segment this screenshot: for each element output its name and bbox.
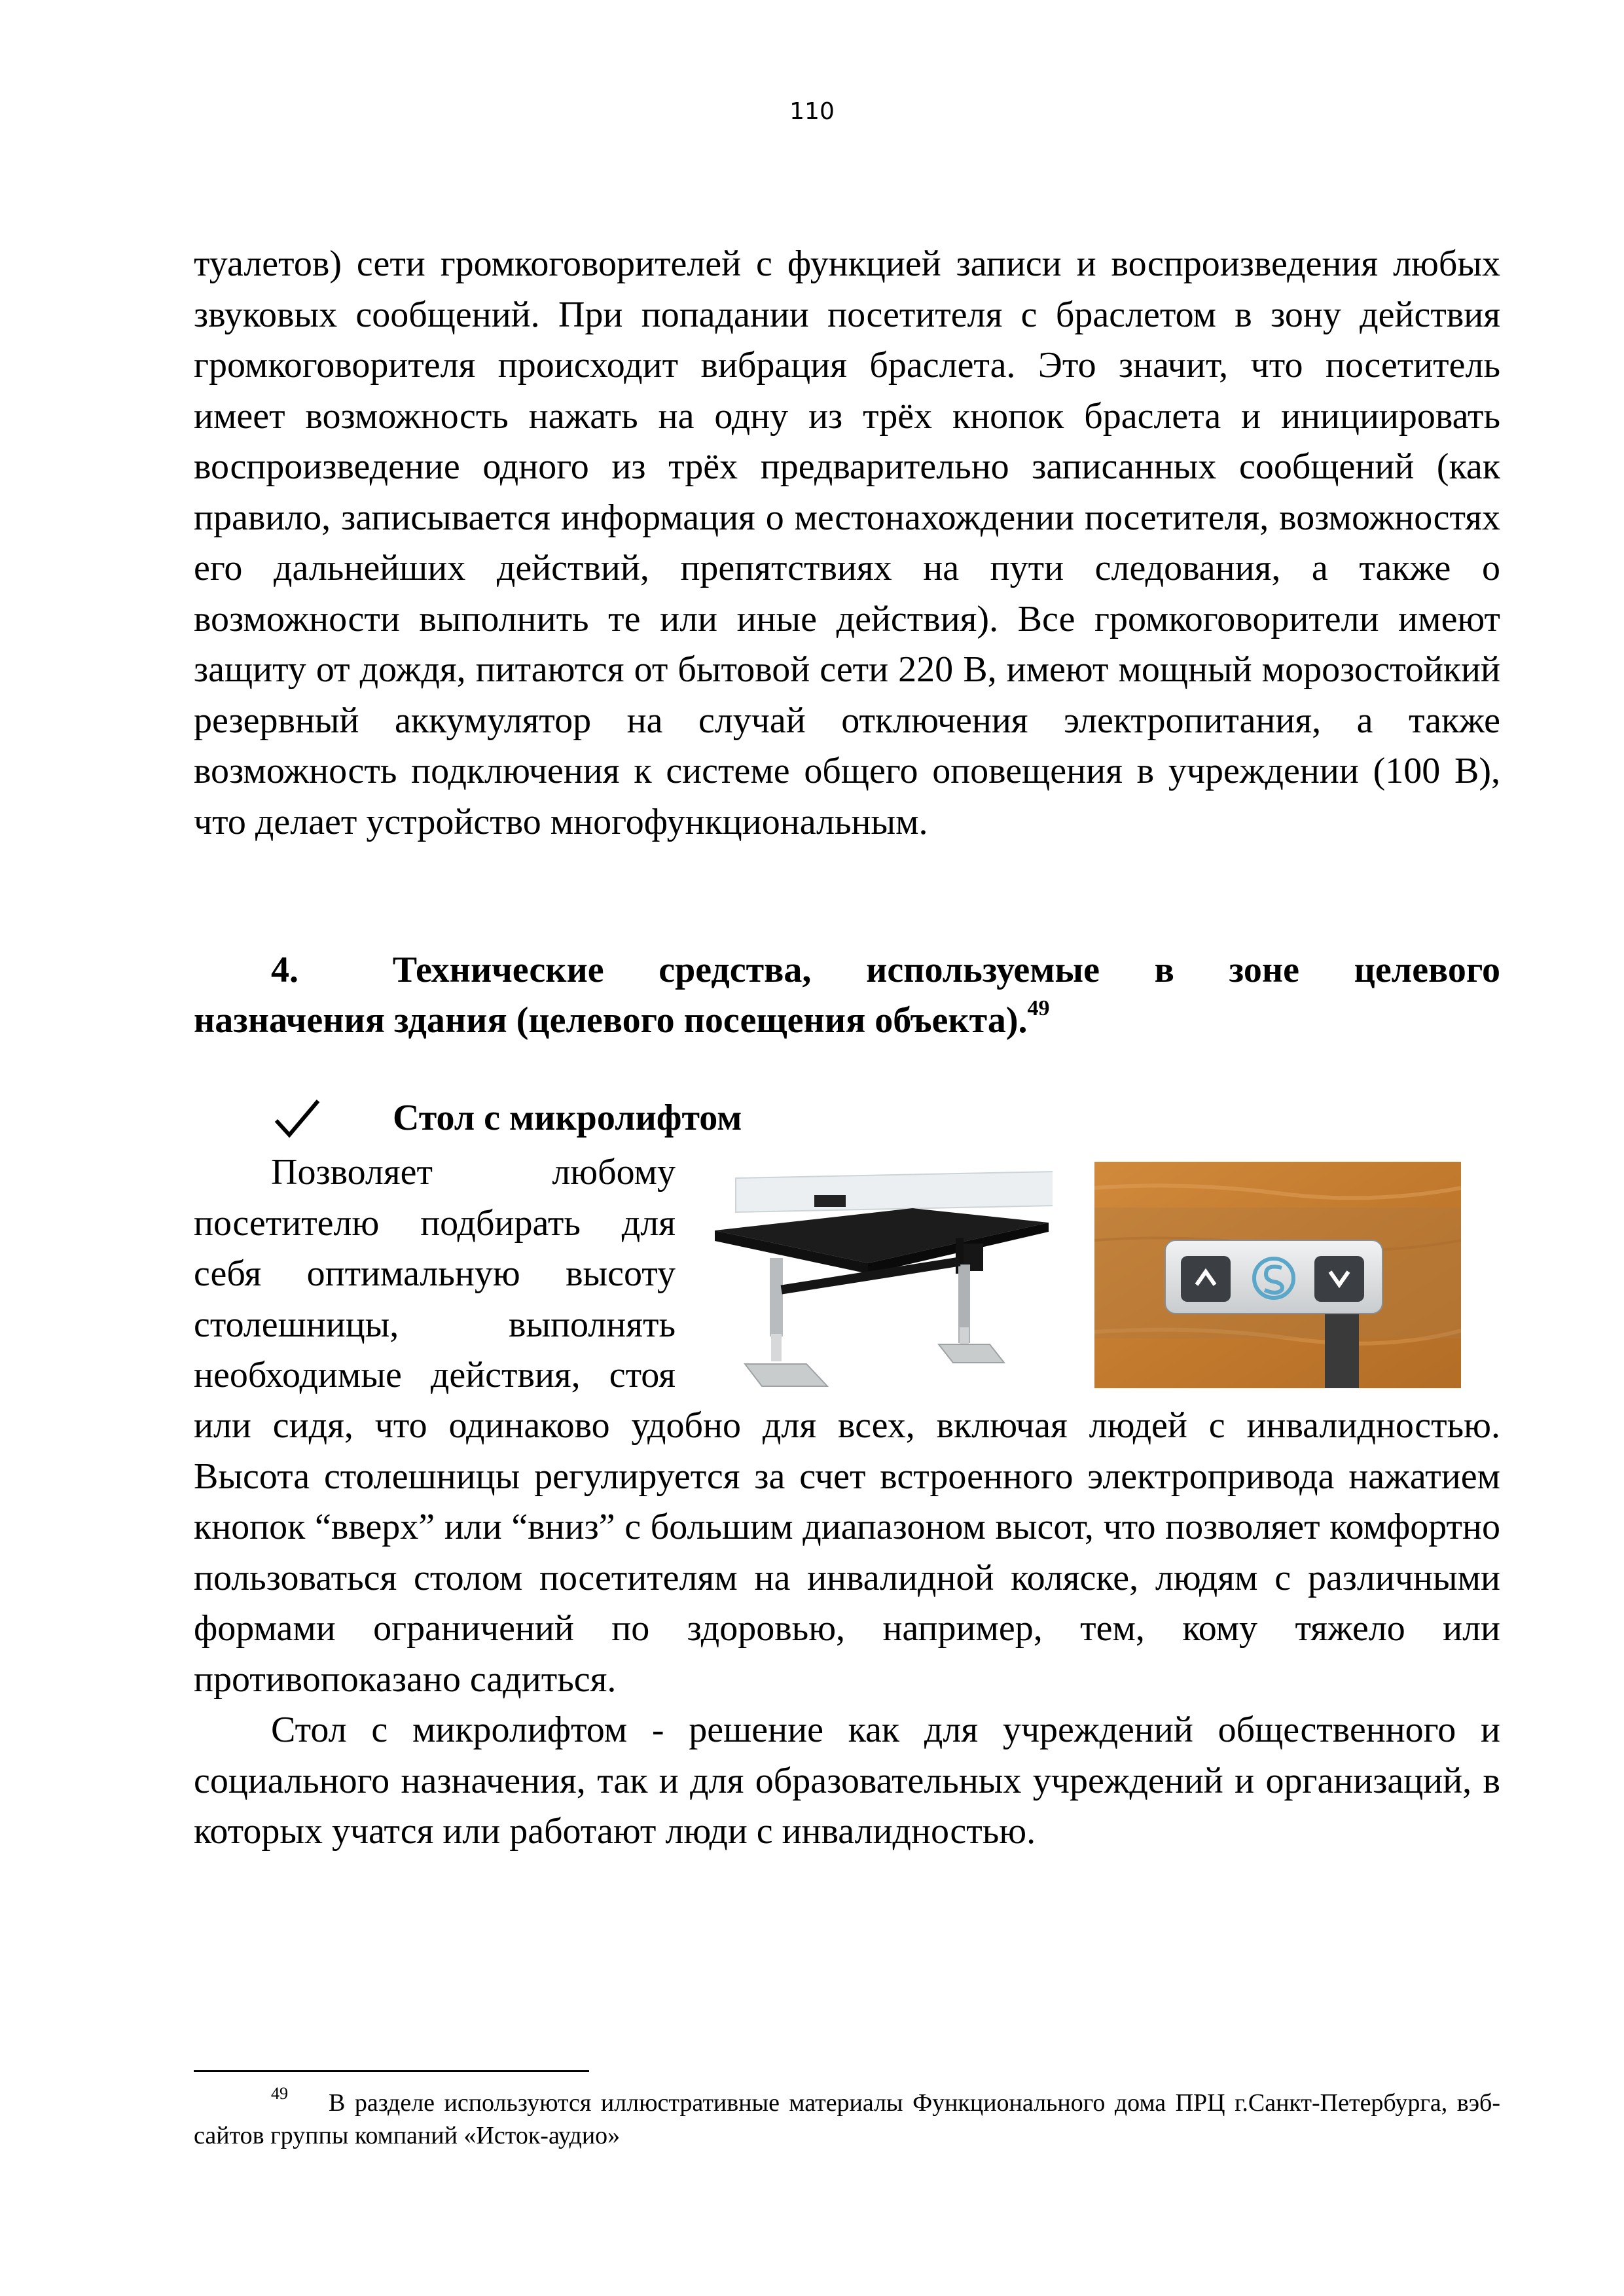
footnote-number: 49 [271,2084,288,2103]
control-panel-graphic [1094,1162,1461,1388]
wrap-line: Позволяет любому [271,1152,676,1193]
footnote-separator [194,2070,589,2072]
desk-image [696,1166,1053,1399]
heading-word: Технические [392,950,604,990]
heading-word: используемые [866,950,1100,990]
footnote-text: В разделе используются иллюстративные материалы Функционального дома ПРЦ г.Санкт-Петербурга, вэб-сайтов группы компаний «Исток-аудио» [194,2089,1500,2149]
footnote [194,2084,1500,2152]
wrap-line: посетителю подбирать для [194,1202,676,1244]
wrap-line: столешницы, выполнять [194,1304,676,1345]
wrap-line: необходимые действия, стоя [194,1355,676,1395]
paragraph-table-purpose: Стол с микролифтом - решение как для учреждений общественного и социального назначения, так и для образовательных учреждений и организаций, в которых учатся или работают люди с инвалидностью. [194,1710,1500,1852]
paragraph-table-continued: или сидя, что одинаково удобно для всех, включая людей с инвалидностью. Высота столешницы регулируется за счет встроенного электропривода нажатием кнопок “вверх” или “вниз” с большим диапазоном высот, что позволяет комфортно пользоваться столом посетителям на инвалидной коляске, людям с различными формами ограничений по здоровью, например, тем, кому тяжело или противопоказано садиться. [194,1405,1500,1700]
control-panel-image [1094,1162,1461,1388]
heading-line-2-text: назначения здания (целевого посещения объекта). [194,1000,1028,1041]
section-heading-line-2 [194,996,1500,1046]
heading-word: в [1154,950,1174,990]
page-number: 110 [789,98,835,125]
checkmark-icon [271,1096,323,1141]
heading-word: зоне [1229,950,1299,990]
item-heading [271,1093,742,1143]
heading-word: целевого [1354,950,1500,990]
footnote-reference: 49 [1027,996,1050,1020]
wrapped-paragraph-start [194,1147,676,1401]
wrap-line: себя оптимальную высоту [194,1253,676,1294]
section-number: 4. [271,950,298,990]
paragraph-speakers: туалетов) сети громкоговорителей с функцией записи и воспроизведения любых звуковых сообщений. При попадании посетителя с браслетом в зону действия громкоговорителя происходит вибрация браслета. Это значит, что посетитель имеет возможность нажать на одну из трёх кнопок браслета и инициировать воспроизведение одного из трёх предварительно записанных сообщений (как правило, записывается информация о местонахождении посетителя, возможностях его дальнейших действий, препятствиях на пути следования, а также о возможности выполнить те или иные действия). Все громкоговорители имеют защиту от дождя, питаются от бытовой сети 220 В, имеют мощный морозостойкий резервный аккумулятор на случай отключения электропитания, а также возможность подключения к системе общего оповещения в учреждении (100 В), что делает устройство многофункциональным. [194,243,1500,842]
item-heading-text: Стол с микролифтом [393,1098,742,1138]
section-heading-line-1 [194,945,1500,996]
heading-word: средства, [659,950,812,990]
section-heading [194,945,1500,1046]
